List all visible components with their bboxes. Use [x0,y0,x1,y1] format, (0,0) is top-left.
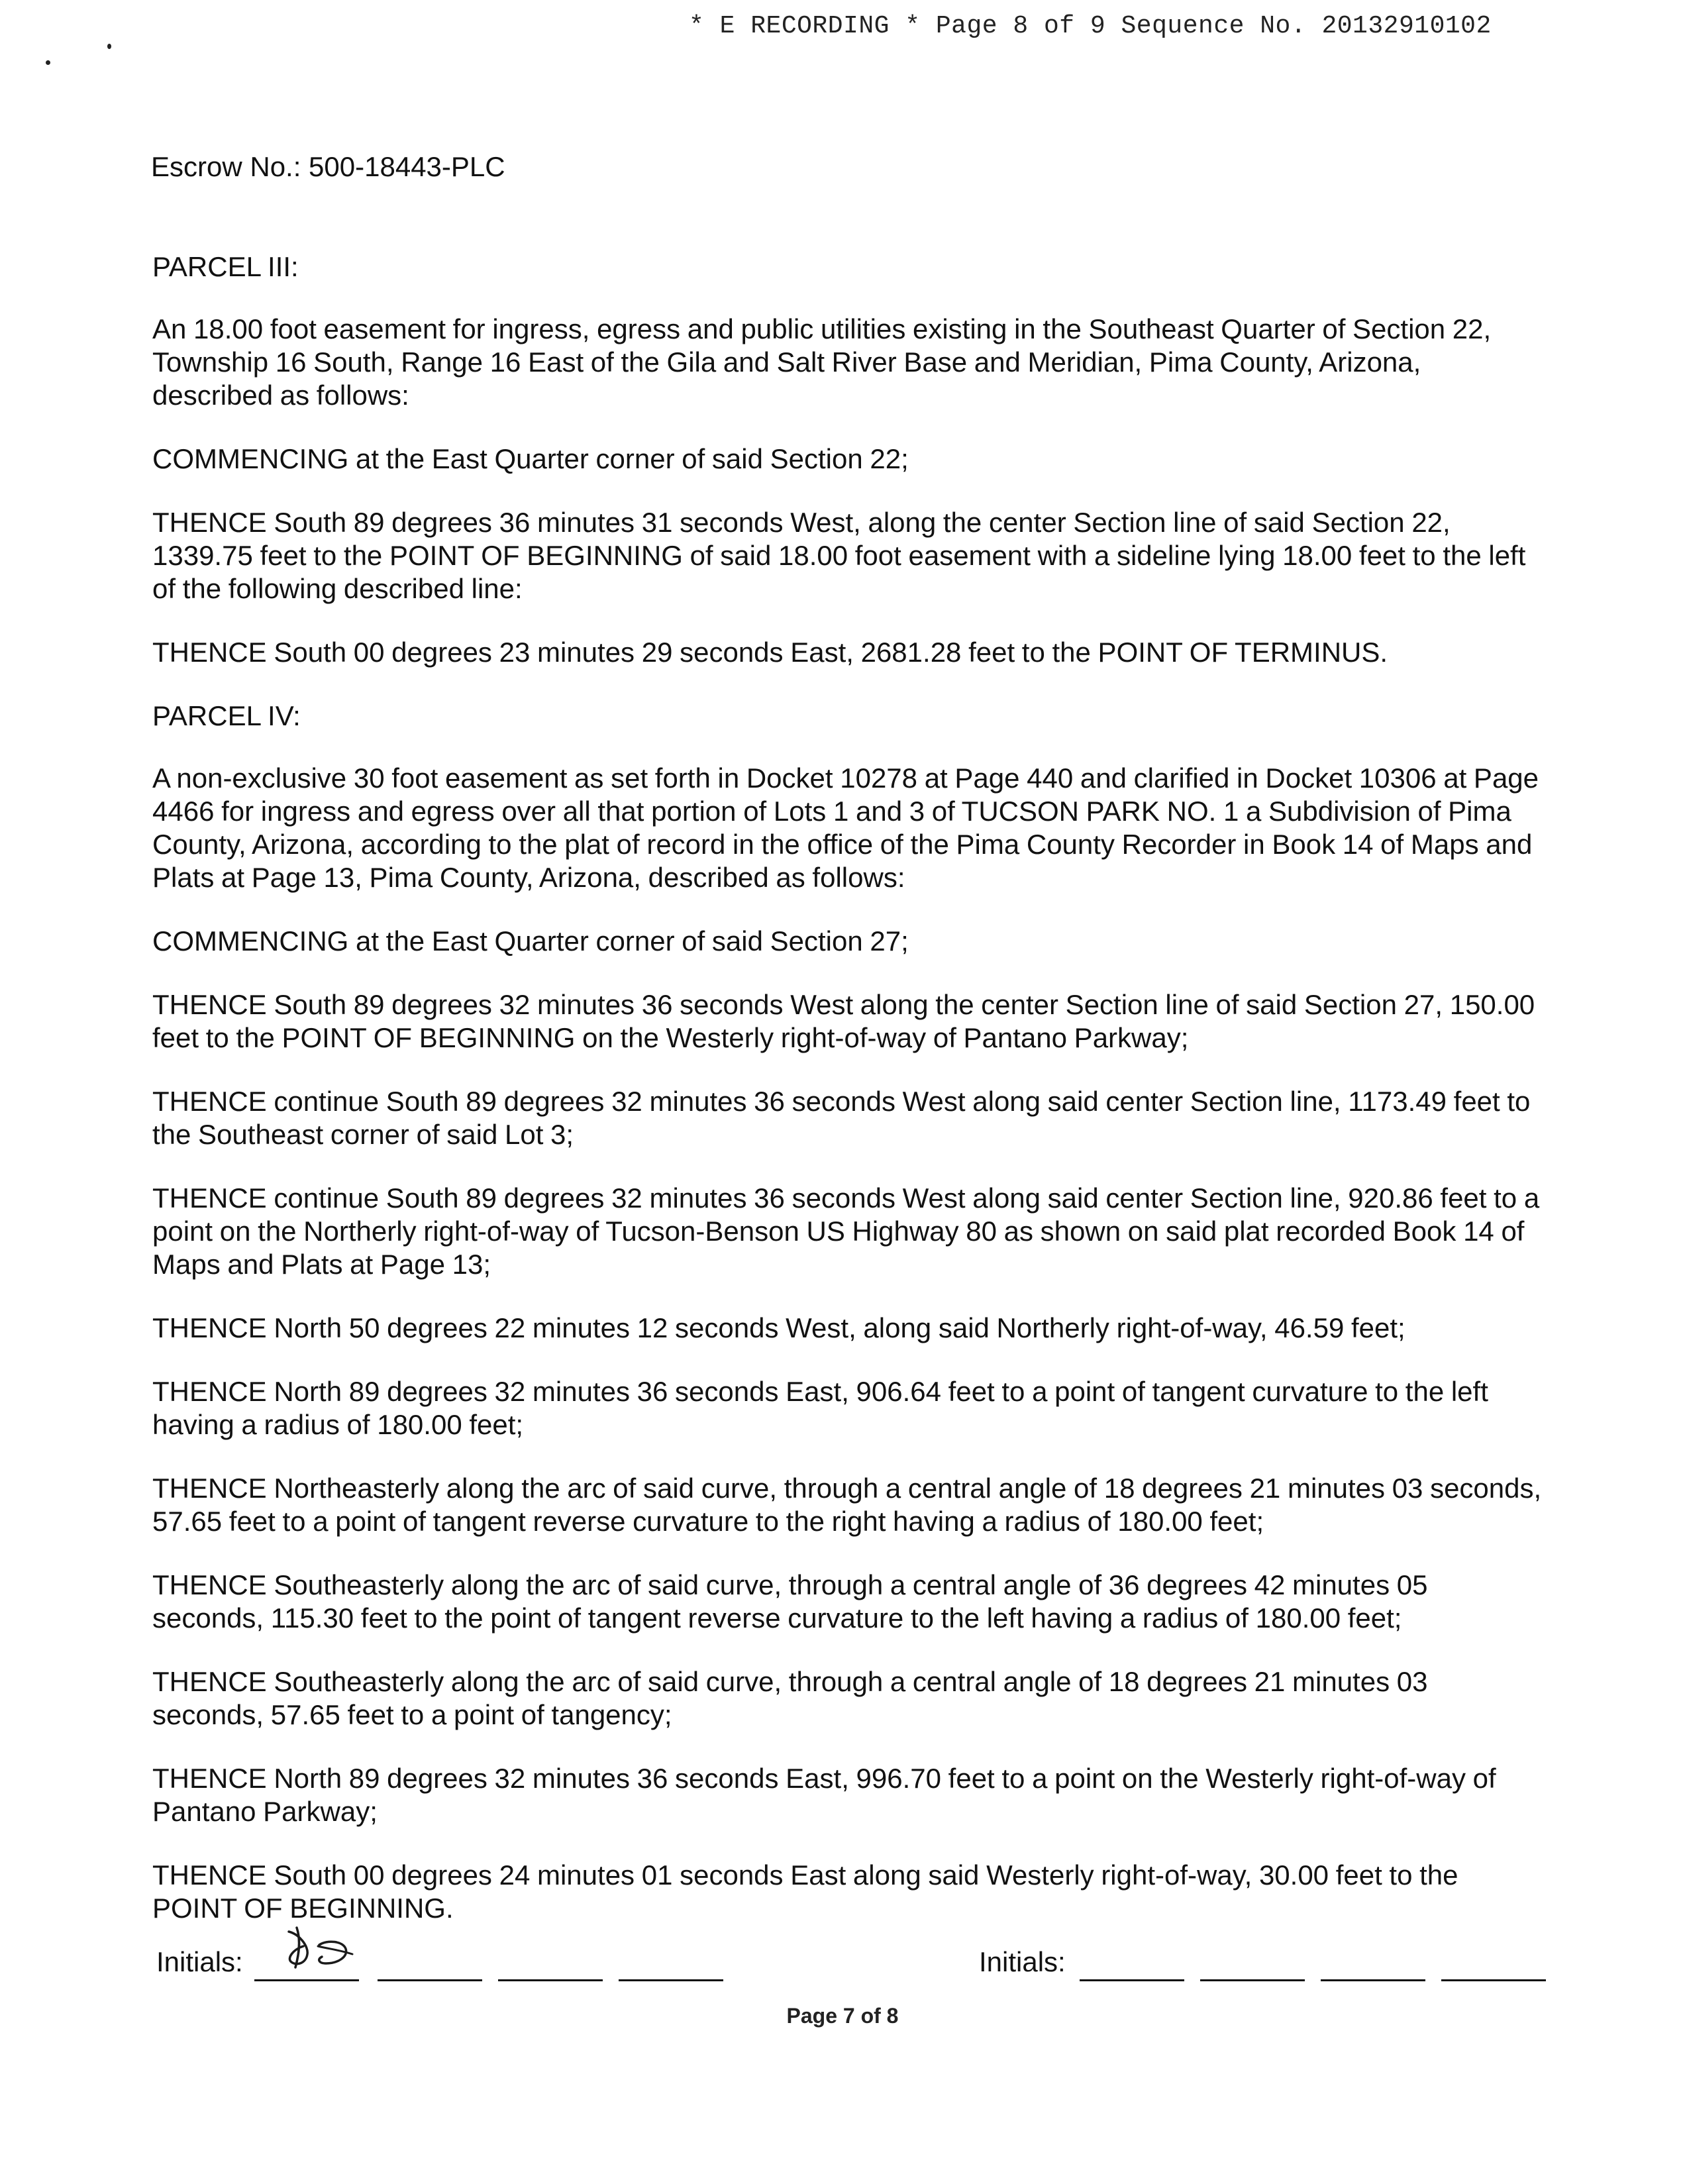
parcel-iv-description: A non-exclusive 30 foot easement as set forth in Docket 10278 at Page 440 and clarified in Docket 10306 at Page 4466 for ingress and egress over all that portion of Lots 1 and 3 of TUCSON PARK NO. 1 a Subdivision of Pima County, Arizona, according to the plat of record in the office of the Pima County Recorder in Book 14 of Maps and Plats at Page 13, Pima County, Arizona, described as follows: [152,762,1539,893]
page-number: Page 7 of 8 [786,2004,899,2028]
legal-description [152,250,1543,1955]
thence-paragraph: THENCE continue South 89 degrees 32 minutes 36 seconds West along said center Section line, 920.86 feet to a point on the Northerly right-of-way of Tucson-Benson US Highway 80 as shown on said plat recorded Book 14 of Maps and Plats at Page 13; [152,1182,1540,1280]
parcel-iii-description: An 18.00 foot easement for ingress, egress and public utilities existing in the Southeast Quarter of Section 22, Township 16 South, Range 16 East of the Gila and Salt River Base and Meridian, Pima County, Arizona, described as follows: [152,313,1492,411]
initials-blank[interactable] [254,1979,359,1981]
initials-blank[interactable] [1200,1979,1305,1981]
initials-blank[interactable] [1321,1979,1425,1981]
thence-paragraph: THENCE South 89 degrees 36 minutes 31 seconds West, along the center Section line of said Section 22, 1339.75 feet to the POINT OF BEGINNING of said 18.00 foot easement with a sideline lying 18.00 feet to the left of the following described line: [152,507,1526,604]
thence-paragraph: THENCE South 00 degrees 24 minutes 01 seconds East along said Westerly right-of-way, 30.00 feet to the POINT OF BEGINNING. [152,1859,1458,1924]
initials-row [156,1920,1547,1993]
thence-paragraph: THENCE Southeasterly along the arc of said curve, through a central angle of 18 degrees 21 minutes 03 seconds, 57.65 feet to a point of tangency; [152,1666,1428,1730]
thence-paragraph: THENCE Northeasterly along the arc of said curve, through a central angle of 18 degrees 21 minutes 03 seconds, 57.65 feet to a point of tangent reverse curvature to the right having a radius of 180.00 feet; [152,1473,1542,1537]
thence-paragraph: THENCE North 89 degrees 32 minutes 36 seconds East, 906.64 feet to a point of tangent curvature to the left having a radius of 180.00 feet; [152,1376,1488,1440]
thence-paragraph: THENCE continue South 89 degrees 32 minutes 36 seconds West along said center Section line, 1173.49 feet to the Southeast corner of said Lot 3; [152,1086,1531,1150]
initials-blank[interactable] [619,1979,723,1981]
scan-speck [46,60,50,65]
parcel-iv-heading: PARCEL IV: [152,700,301,731]
thence-paragraph: THENCE South 00 degrees 23 minutes 29 seconds East, 2681.28 feet to the POINT OF TERMINUS. [152,637,1388,668]
parcel-iii-heading: PARCEL III: [152,251,299,282]
commencing-paragraph: COMMENCING at the East Quarter corner of said Section 22; [152,443,909,474]
initials-blank[interactable] [1080,1979,1184,1981]
recording-header: * E RECORDING * Page 8 of 9 Sequence No. 20132910102 [689,12,1492,40]
thence-paragraph: THENCE North 50 degrees 22 minutes 12 seconds West, along said Northerly right-of-way, 46.59 feet; [152,1312,1405,1343]
scan-speck [107,44,111,49]
handwritten-initials-signature [280,1920,366,1979]
thence-paragraph: THENCE North 89 degrees 32 minutes 36 seconds East, 996.70 feet to a point on the Westerly right-of-way of Pantano Parkway; [152,1763,1496,1827]
thence-paragraph: THENCE South 89 degrees 32 minutes 36 seconds West along the center Section line of said Section 27, 150.00 feet to the POINT OF BEGINNING on the Westerly right-of-way of Pantano Parkway; [152,989,1535,1053]
thence-paragraph: THENCE Southeasterly along the arc of said curve, through a central angle of 36 degrees 42 minutes 05 seconds, 115.30 feet to the point of tangent reverse curvature to the left having a radius of 180.00 feet; [152,1569,1428,1634]
escrow-number: Escrow No.: 500-18443-PLC [151,151,505,182]
initials-blank[interactable] [378,1979,482,1981]
initials-label: Initials: [156,1946,243,1977]
commencing-paragraph: COMMENCING at the East Quarter corner of said Section 27; [152,925,909,957]
initials-blank[interactable] [1441,1979,1546,1981]
initials-label: Initials: [979,1946,1066,1977]
initials-blank[interactable] [498,1979,603,1981]
